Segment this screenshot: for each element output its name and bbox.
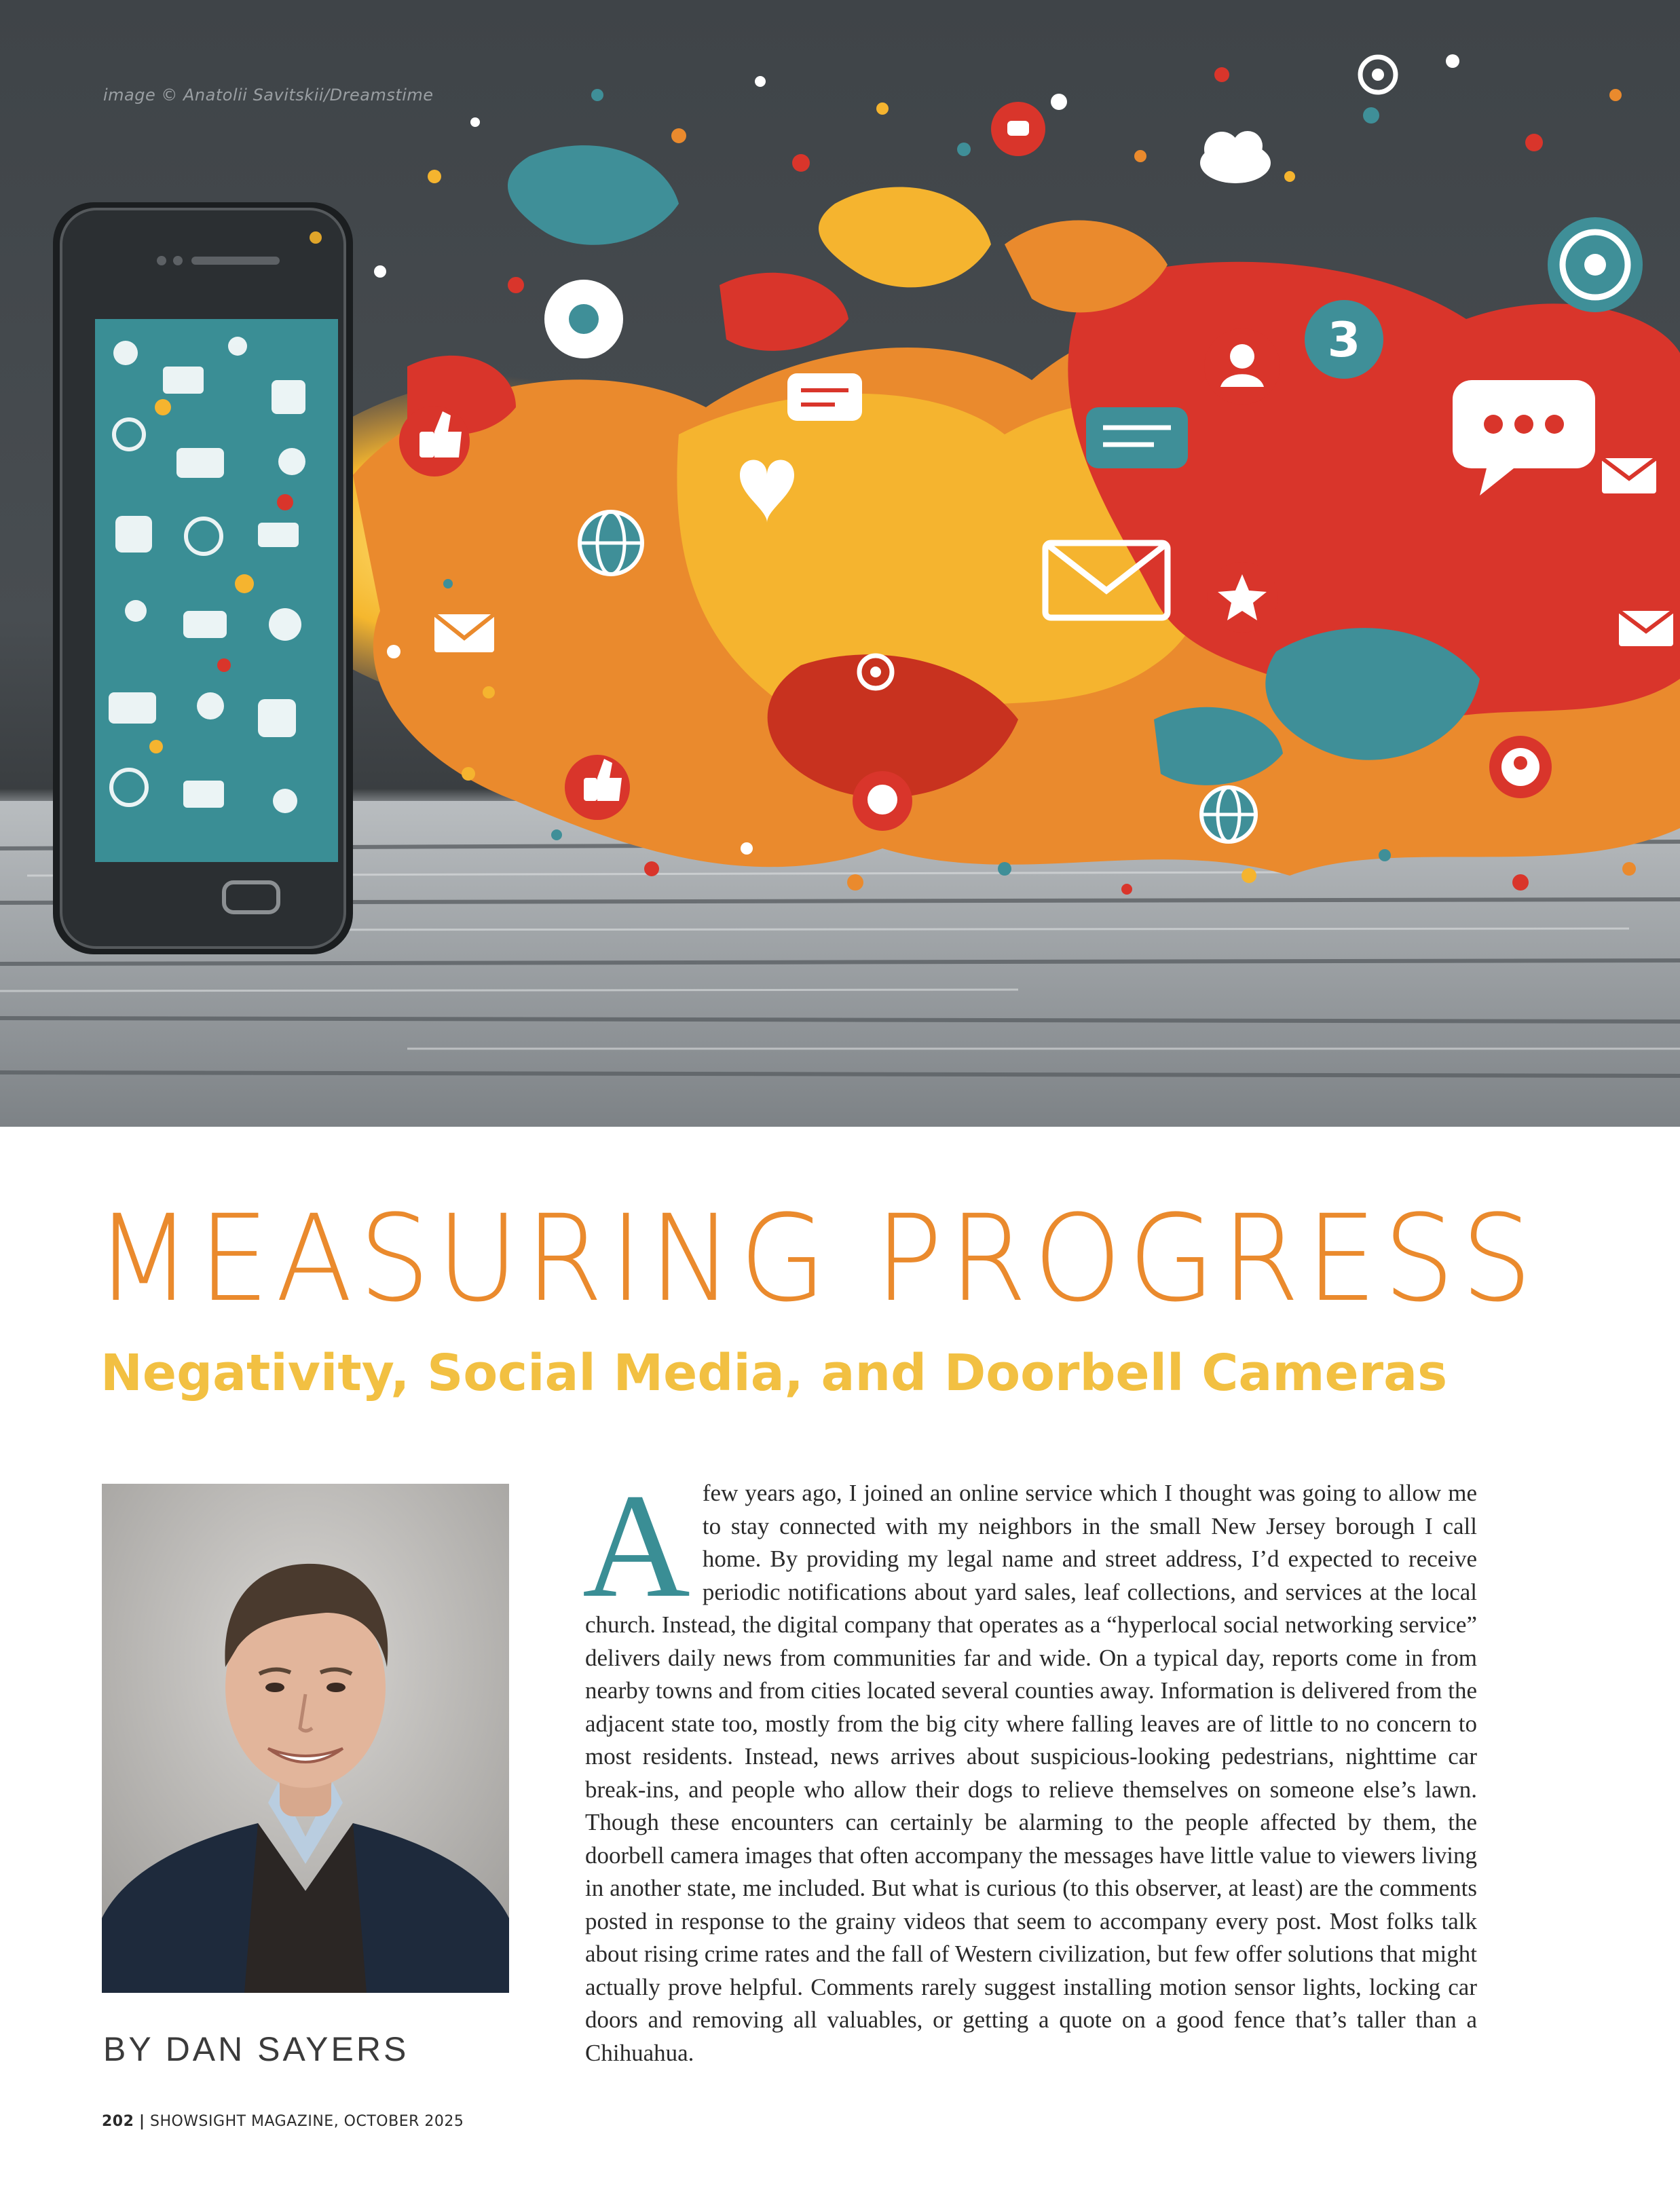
gear-icon	[544, 280, 623, 358]
target-icon	[1360, 57, 1396, 92]
reaction-bubble-icon	[991, 102, 1045, 156]
chat-bubble-icon	[787, 373, 862, 421]
drop-cap: A	[582, 1463, 690, 1628]
image-credit: image © Anatolii Savitskii/Dreamstime	[103, 86, 434, 105]
user-profile-icon	[1204, 329, 1280, 405]
page-number: 202	[102, 2113, 134, 2130]
globe-icon	[1201, 787, 1256, 842]
author-byline: BY DAN SAYERS	[103, 2030, 409, 2068]
article-paragraph: few years ago, I joined an online service which I thought was going to allow me to stay connected with my neighbors in the small New Jersey borough I call home. By providing my legal name and street address, I’d expected to receive periodic notifications about yard sales, leaf collections, and services at the local church. Instead, the digital company that operates as a “hyperlocal social networking service” delivers daily news from communities far and wide. On a typical day, reports come in from nearby towns and from cities located several counties away. Information is delivered from the adjacent state too, mostly from the big city where falling leaves are of little to no concern to most residents. Instead, news arrives about suspicious-looking pedestrians, nighttime car break-ins, and people who allow their dogs to relieve themselves on someone else’s lawn. Though these encounters can certainly be alarming to the people affected by them, the doorbell camera images that often accompany the messages have little value to viewers living in another state, me included. But what is curious (to this observer, at least) are the comments posted in response to the grainy videos that seem to accompany every post. Most folks talk about rising crime rates and the fall of Western civilization, but few offer solutions that might actually prove helpful. Comments rarely suggest installing motion sensor lights, locking car doors and removing all valuables, or getting a quote on a good fence that’s taller than a Chihuahua.	[585, 1480, 1477, 2066]
like-icon	[399, 406, 470, 476]
star-icon	[1207, 562, 1277, 633]
page-footer	[102, 2113, 464, 2130]
envelope-icon	[1602, 458, 1656, 493]
cloud-icon	[1200, 131, 1271, 183]
notification-badge-icon	[1305, 300, 1383, 379]
notification-badge-number: 3	[1327, 312, 1361, 368]
user-profile-icon	[1489, 736, 1552, 798]
envelope-icon	[1619, 611, 1673, 646]
like-icon	[565, 755, 630, 820]
globe-icon	[580, 512, 642, 574]
envelope-icon	[434, 614, 494, 652]
paint-splash	[258, 145, 1680, 876]
footer-separator: |	[138, 2113, 145, 2130]
article-title: MEASURING PROGRESS	[95, 1189, 1539, 1328]
smartphone	[53, 202, 353, 954]
publication-name: SHOWSIGHT MAGAZINE, OCTOBER 2025	[149, 2113, 464, 2130]
reaction-bubble-icon	[853, 771, 912, 831]
article-body	[582, 1463, 1477, 2070]
aperture-icon	[1548, 217, 1643, 312]
article-subtitle: Negativity, Social Media, and Doorbell Cameras	[100, 1344, 1448, 1402]
chat-bubble-icon	[1086, 407, 1188, 468]
author-photo	[102, 1484, 509, 1993]
